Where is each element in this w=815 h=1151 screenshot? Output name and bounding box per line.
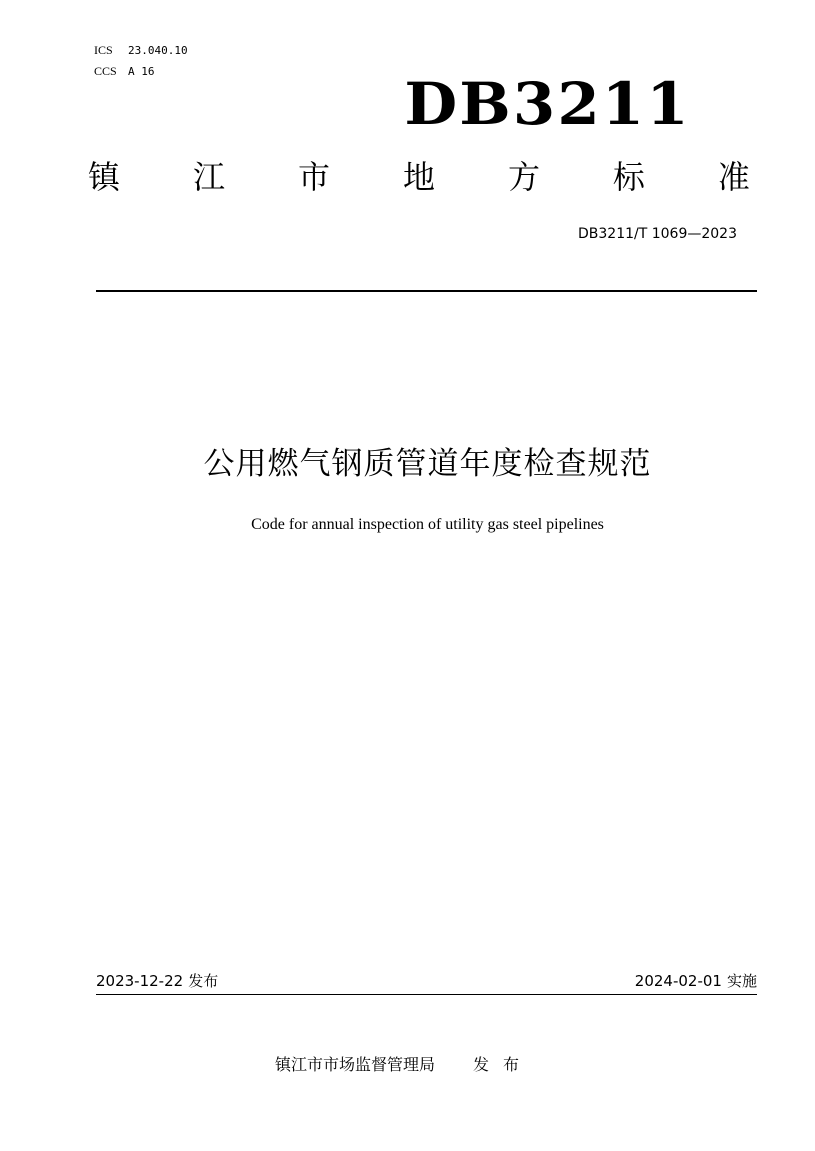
issue-date-block (96, 970, 218, 992)
standard-kind-char: 方 (507, 158, 540, 196)
issuer-name: 镇江市市场监督管理局 (275, 1055, 436, 1074)
implement-date: 2024-02-01 (634, 972, 722, 990)
ics-label: ICS (94, 43, 113, 57)
implement-label: 实施 (726, 972, 757, 990)
issuer-line (275, 1053, 533, 1077)
standard-kind-char: 市 (297, 158, 330, 196)
standard-code-heading: DB3211 (404, 70, 691, 138)
ccs-row (94, 61, 188, 82)
standard-kind-char: 标 (612, 158, 645, 196)
publish-label: 发布 (473, 1055, 534, 1074)
standard-kind-char: 准 (717, 158, 750, 196)
document-title-chinese: 公用燃气钢质管道年度检查规范 (203, 446, 652, 482)
ics-value: 23.040.10 (128, 44, 188, 57)
standard-kind-char: 江 (192, 158, 225, 196)
implement-date-block (635, 970, 757, 992)
bottom-divider (96, 994, 757, 995)
standard-kind-heading (88, 155, 750, 199)
issue-date: 2023-12-22 (96, 972, 184, 990)
ccs-value: A 16 (128, 65, 155, 78)
issue-label: 发布 (188, 972, 219, 990)
ics-row (94, 40, 188, 61)
standard-kind-char: 地 (402, 158, 435, 196)
top-divider (96, 290, 757, 292)
document-title-english: Code for annual inspection of utility gas steel pipelines (251, 516, 604, 533)
standard-kind-char: 镇 (88, 158, 121, 196)
standard-number: DB3211/T 1069—2023 (578, 226, 737, 242)
ccs-label: CCS (94, 64, 117, 78)
classification-codes (94, 40, 188, 82)
